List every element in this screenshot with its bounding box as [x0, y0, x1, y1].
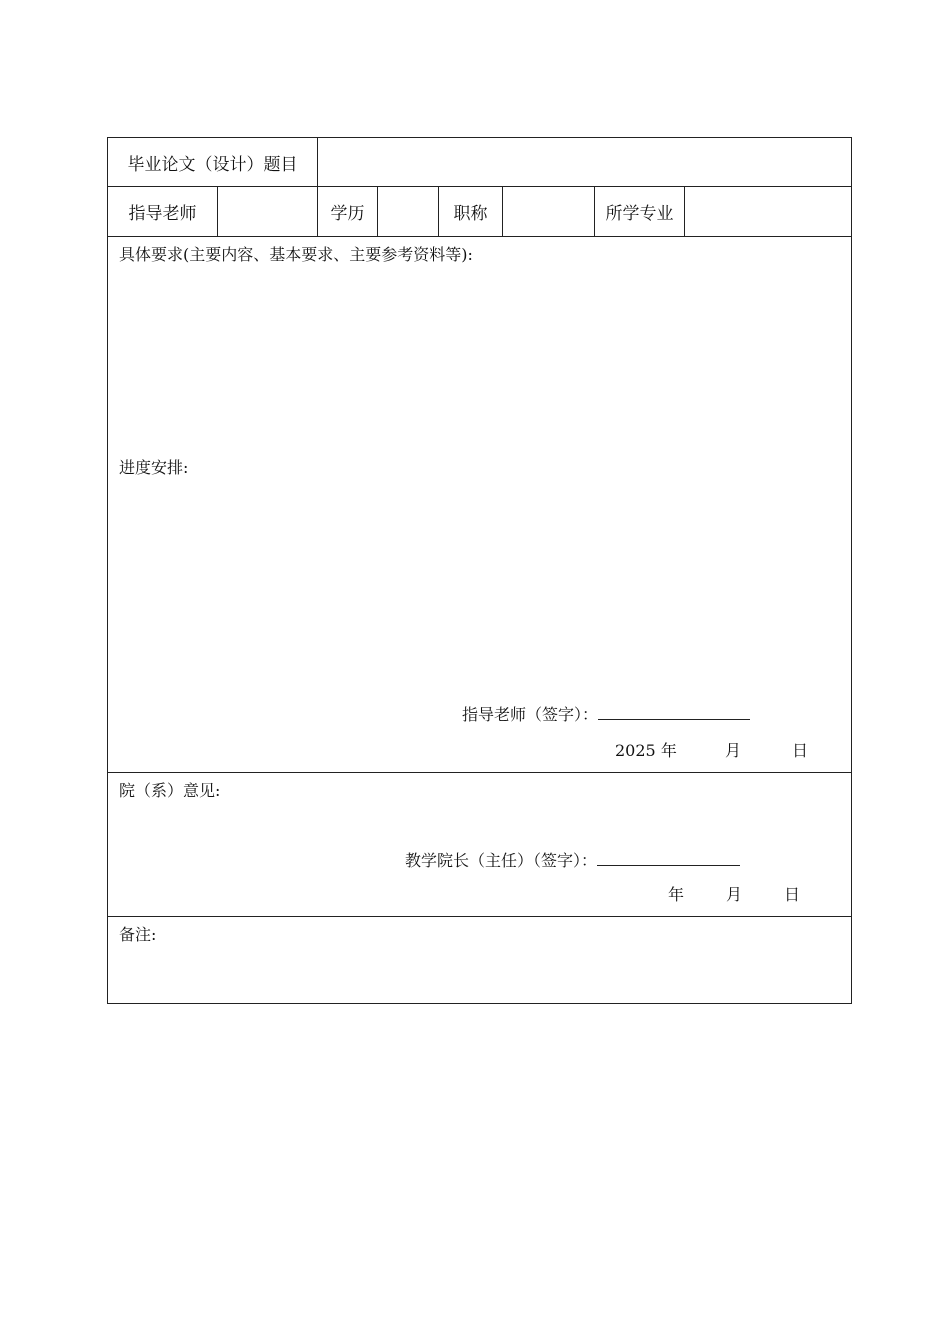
title-row	[108, 138, 851, 187]
dean-signature-label: 教学院长（主任）（签字）：	[405, 851, 598, 870]
rank-label: 职称	[439, 187, 503, 236]
dept-opinion-block	[108, 773, 851, 917]
title-field[interactable]	[318, 138, 851, 186]
advisor-sign-year-unit: 年	[660, 741, 677, 760]
advisor-field[interactable]	[218, 187, 318, 236]
remarks-block	[108, 917, 851, 1003]
advisor-signature-line[interactable]	[598, 705, 750, 720]
remarks-label: 备注:	[119, 925, 157, 944]
education-field[interactable]	[378, 187, 439, 236]
advisor-info-row	[108, 187, 851, 237]
advisor-signature-label: 指导老师（签字）：	[462, 705, 599, 724]
dean-sign-month: 月	[726, 885, 743, 904]
education-label: 学历	[318, 187, 378, 236]
dean-sign-day: 日	[784, 885, 801, 904]
requirements-block	[108, 237, 851, 773]
schedule-field[interactable]	[119, 482, 839, 682]
dean-sign-year: 年	[668, 885, 685, 904]
advisor-signature	[462, 702, 750, 725]
remarks-field[interactable]	[119, 947, 839, 995]
dean-signature-line[interactable]	[597, 851, 740, 866]
major-label: 所学专业	[595, 187, 685, 236]
advisor-sign-day: 日	[792, 741, 809, 760]
thesis-task-form	[107, 137, 852, 1004]
advisor-sign-year	[615, 738, 677, 761]
title-label: 毕业论文（设计）题目	[108, 138, 318, 186]
rank-field[interactable]	[503, 187, 595, 236]
major-field[interactable]	[685, 187, 851, 236]
advisor-sign-year-value: 2025	[615, 741, 656, 760]
dept-opinion-label: 院（系）意见:	[119, 781, 221, 800]
schedule-label: 进度安排:	[119, 458, 189, 477]
dean-signature	[405, 848, 740, 871]
requirements-field[interactable]	[119, 267, 839, 447]
advisor-label: 指导老师	[108, 187, 218, 236]
requirements-label: 具体要求(主要内容、基本要求、主要参考资料等):	[119, 245, 473, 264]
advisor-sign-month: 月	[725, 741, 742, 760]
